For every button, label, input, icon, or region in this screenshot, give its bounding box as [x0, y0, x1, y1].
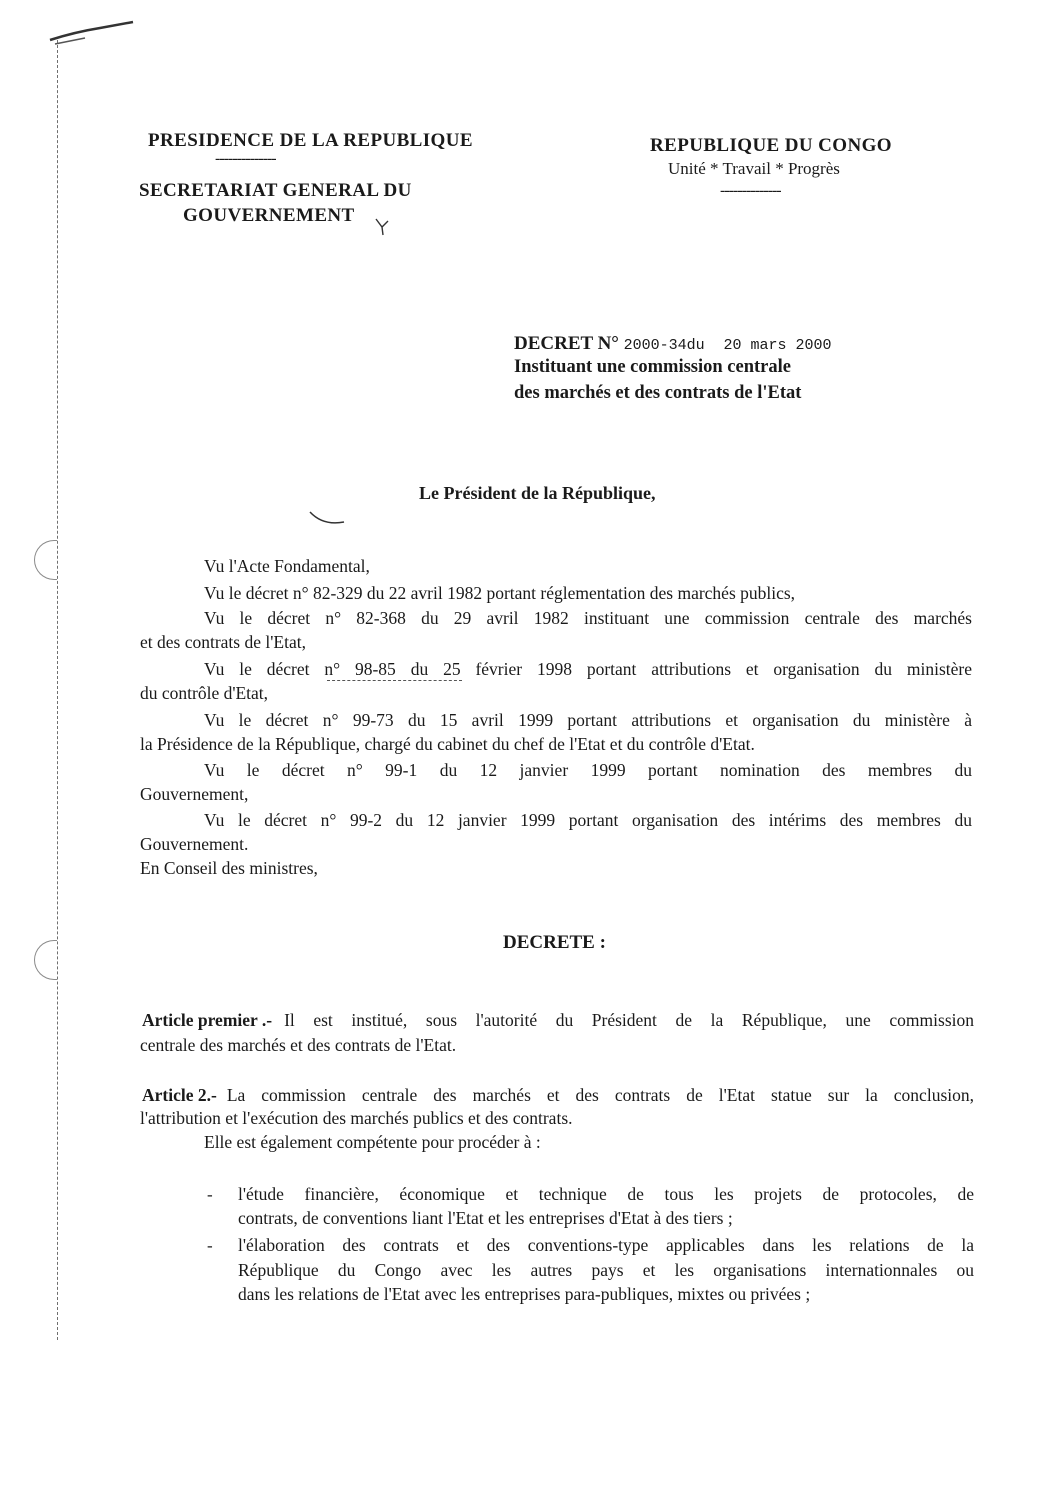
article-1: [142, 1010, 974, 1031]
decree-subject-line-1: Instituant une commission centrale: [514, 357, 791, 377]
decree-subject-line-2: des marchés et des contrats de l'Etat: [514, 383, 802, 403]
list-bullet: -: [207, 1185, 213, 1204]
visa-line: Vu le décret n° 99-73 du 15 avril 1999 portant attributions et organisation du ministère à: [204, 710, 972, 730]
issuer-separator: --------------: [215, 150, 276, 167]
binder-perforation-line: [57, 40, 58, 1340]
visa-line: Vu le décret n° 98-85 du 25 février 1998 portant attributions et organisation du ministère: [204, 659, 972, 679]
decrete-heading: DECRETE :: [503, 932, 606, 953]
issuer-line-gouvernement: GOUVERNEMENT: [183, 205, 355, 226]
handwritten-underline: [327, 680, 462, 681]
article-2-text-line-1: La commission centrale des marchés et des contrats de l'Etat statue sur la conclusion,: [226, 1085, 974, 1105]
country-name: REPUBLIQUE DU CONGO: [650, 135, 892, 156]
president-heading: Le Président de la République,: [419, 483, 656, 503]
visa-line: la Présidence de la République, chargé du cabinet du chef de l'Etat et du contrôle d'Etat.: [140, 734, 755, 754]
issuer-line-presidence: PRESIDENCE DE LA REPUBLIQUE: [148, 130, 473, 151]
list-item-line: dans les relations de l'Etat avec les entreprises para-publiques, mixtes ou privées ;: [238, 1284, 811, 1304]
visa-line: Vu l'Acte Fondamental,: [204, 556, 370, 576]
scan-smudge-mark: [45, 18, 140, 48]
issuer-line-secretariat: SECRETARIAT GENERAL DU: [139, 180, 412, 201]
visa-line: Gouvernement,: [140, 784, 249, 804]
article-2-text-line-3: Elle est également compétente pour procéder à :: [204, 1132, 541, 1152]
article-1-label: Article premier .-: [142, 1010, 273, 1030]
conseil-line: En Conseil des ministres,: [140, 858, 318, 878]
list-bullet: -: [207, 1236, 213, 1255]
list-item-line: l'élaboration des contrats et des conventions-type applicables dans les relations de la: [238, 1235, 974, 1255]
list-item-line: contrats, de conventions liant l'Etat et les entreprises d'Etat à des tiers ;: [238, 1208, 733, 1228]
pen-mark: [372, 215, 392, 237]
decree-number: [514, 333, 831, 355]
country-separator: --------------: [720, 182, 781, 199]
list-item-line: République du Congo avec les autres pays et les organisations internationnales ou: [238, 1260, 974, 1280]
punch-hole-mark: [34, 540, 57, 580]
pen-mark: [308, 508, 348, 528]
visa-line: Vu le décret n° 82-368 du 29 avril 1982 instituant une commission centrale des marchés: [204, 608, 972, 628]
visa-line: Vu le décret n° 99-1 du 12 janvier 1999 portant nomination des membres du: [204, 760, 972, 780]
decree-date: 20 mars 2000: [723, 337, 832, 354]
article-2-label: Article 2.-: [142, 1085, 217, 1105]
decree-number-value: 2000-34du: [623, 337, 705, 354]
article-2: [142, 1085, 974, 1106]
article-2-text-line-2: l'attribution et l'exécution des marchés publics et des contrats.: [140, 1108, 573, 1128]
visa-line: du contrôle d'Etat,: [140, 683, 269, 703]
visa-line: Gouvernement.: [140, 834, 249, 854]
list-item-line: l'étude financière, économique et technique de tous les projets de protocoles, de: [238, 1184, 974, 1204]
visa-line: Vu le décret n° 82-329 du 22 avril 1982 portant réglementation des marchés publics,: [204, 583, 796, 603]
visa-line: et des contrats de l'Etat,: [140, 632, 306, 652]
decree-prefix: DECRET N°: [514, 333, 619, 354]
visa-line: Vu le décret n° 99-2 du 12 janvier 1999 portant organisation des intérims des membres du: [204, 810, 972, 830]
national-motto: Unité * Travail * Progrès: [668, 159, 840, 178]
article-1-text-line-2: centrale des marchés et des contrats de l'Etat.: [140, 1035, 457, 1055]
punch-hole-mark: [34, 940, 57, 980]
article-1-text-line-1: Il est institué, sous l'autorité du Président de la République, une commission: [284, 1010, 974, 1030]
